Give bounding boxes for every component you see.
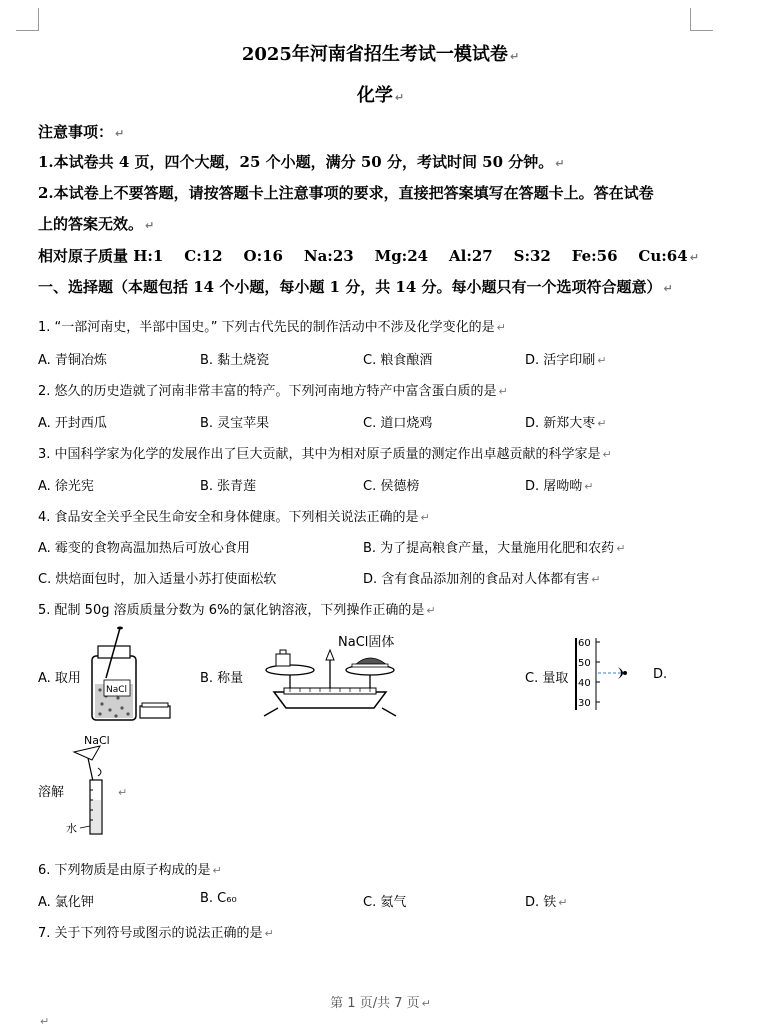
scale-tick-60: 60 [578,638,591,649]
question-6-stem: 6. 下列物质是由原子构成的是 ↵ [38,863,222,878]
page-footer: 第 1 页/共 7 页 ↵ [330,996,431,1011]
q4-option-c: C. 烘焙面包时，加入适量小苏打使面松软 [38,572,277,587]
reagent-bottle-figure [86,626,176,724]
scale-tick-30: 30 [578,698,591,709]
q4-option-d: D. 含有食品添加剂的食品对人体都有害 ↵ [363,572,601,587]
q5-option-a: A. 取用 [38,671,81,686]
exam-title: 2025年河南省招生考试一模试卷 ↵ [241,44,520,65]
q3-option-a: A. 徐光宪 [38,479,94,494]
q2-option-a: A. 开封西瓜 [38,416,107,431]
paragraph-mark-icon: ↵ [509,50,520,63]
q6-option-d: D. 铁 ↵ [525,895,568,910]
bottle-label: NaCl [106,685,128,695]
subject-title: 化学 ↵ [356,85,405,106]
q5-option-b: B. 称量 [200,671,244,686]
notice-item-2-line-1: 2.本试卷上不要答题，请按答题卡上注意事项的要求，直接把答案填写在答题卡上。答在试卷 [38,184,654,202]
atomic-mass-line: 相对原子质量 H:1 C:12 O:16 Na:23 Mg:24 Al:27 S:32 Fe:56 Cu:64 ↵ [38,247,699,265]
q3-option-b: B. 张青莲 [200,479,257,494]
q5-option-c: C. 量取 [525,671,569,686]
q1-option-d: D. 活字印刷 ↵ [525,353,607,368]
paragraph-mark-icon: ↵ [118,786,128,799]
q4-option-a: A. 霉变的食物高温加热后可放心食用 [38,541,250,556]
q1-option-a: A. 青铜冶炼 [38,353,107,368]
q3-option-c: C. 侯德榜 [363,479,420,494]
notice-item-2-line-2: 上的答案无效。 ↵ [38,215,155,233]
graduated-cylinder-reading-figure [570,636,640,712]
question-3-stem: 3. 中国科学家为化学的发展作出了巨大贡献，其中为相对原子质量的测定作出卓越贡献的科学家是 ↵ [38,447,612,462]
q6-option-b: B. C₆₀ [200,891,237,906]
nacl-solid-label: NaCl固体 [338,635,395,650]
balance-scale-figure [250,630,410,720]
page-corner-mark-top-right [690,8,713,31]
q2-option-d: D. 新郑大枣 ↵ [525,416,607,431]
question-1-stem: 1. “一部河南史，半部中国史。” 下列古代先民的制作活动中不涉及化学变化的是 ↵ [38,320,506,335]
notice-heading: 注意事项： ↵ [38,123,125,141]
q4-option-b: B. 为了提高粮食产量，大量施用化肥和农药 ↵ [363,541,626,556]
q6-option-a: A. 氯化钾 [38,895,94,910]
scale-tick-50: 50 [578,658,591,669]
paragraph-mark-icon: ↵ [40,1015,50,1028]
scale-tick-40: 40 [578,678,591,689]
funnel-nacl-label: NaCl [84,734,110,747]
question-2-stem: 2. 悠久的历史造就了河南非常丰富的特产。下列河南地方特产中富含蛋白质的是 ↵ [38,384,508,399]
q5-option-d: D. [653,667,668,682]
q1-option-c: C. 粮食酿酒 [363,353,433,368]
water-label: 水 [66,822,77,835]
q2-option-b: B. 灵宝苹果 [200,416,270,431]
q3-option-d: D. 屠呦呦 ↵ [525,479,594,494]
paragraph-mark-icon: ↵ [394,91,405,104]
q6-option-c: C. 氦气 [363,895,407,910]
question-7-stem: 7. 关于下列符号或图示的说法正确的是 ↵ [38,926,274,941]
notice-item-1: 1.本试卷共 4 页，四个大题，25 个小题，满分 50 分，考试时间 50 分钟。 ↵ [38,153,565,171]
question-4-stem: 4. 食品安全关乎全民生命安全和身体健康。下列相关说法正确的是 ↵ [38,510,430,525]
dissolve-label: 溶解 [38,785,65,800]
q1-option-b: B. 黏土烧瓷 [200,353,270,368]
question-5-stem: 5. 配制 50g 溶质质量分数为 6%的氯化钠溶液，下列操作正确的是 ↵ [38,603,436,618]
section-1-heading: 一、选择题（本题包括 14 个小题，每小题 1 分，共 14 分。每小题只有一个选项符合题意） ↵ [38,278,673,296]
page-corner-mark-top-left [16,8,39,31]
q2-option-c: C. 道口烧鸡 [363,416,433,431]
